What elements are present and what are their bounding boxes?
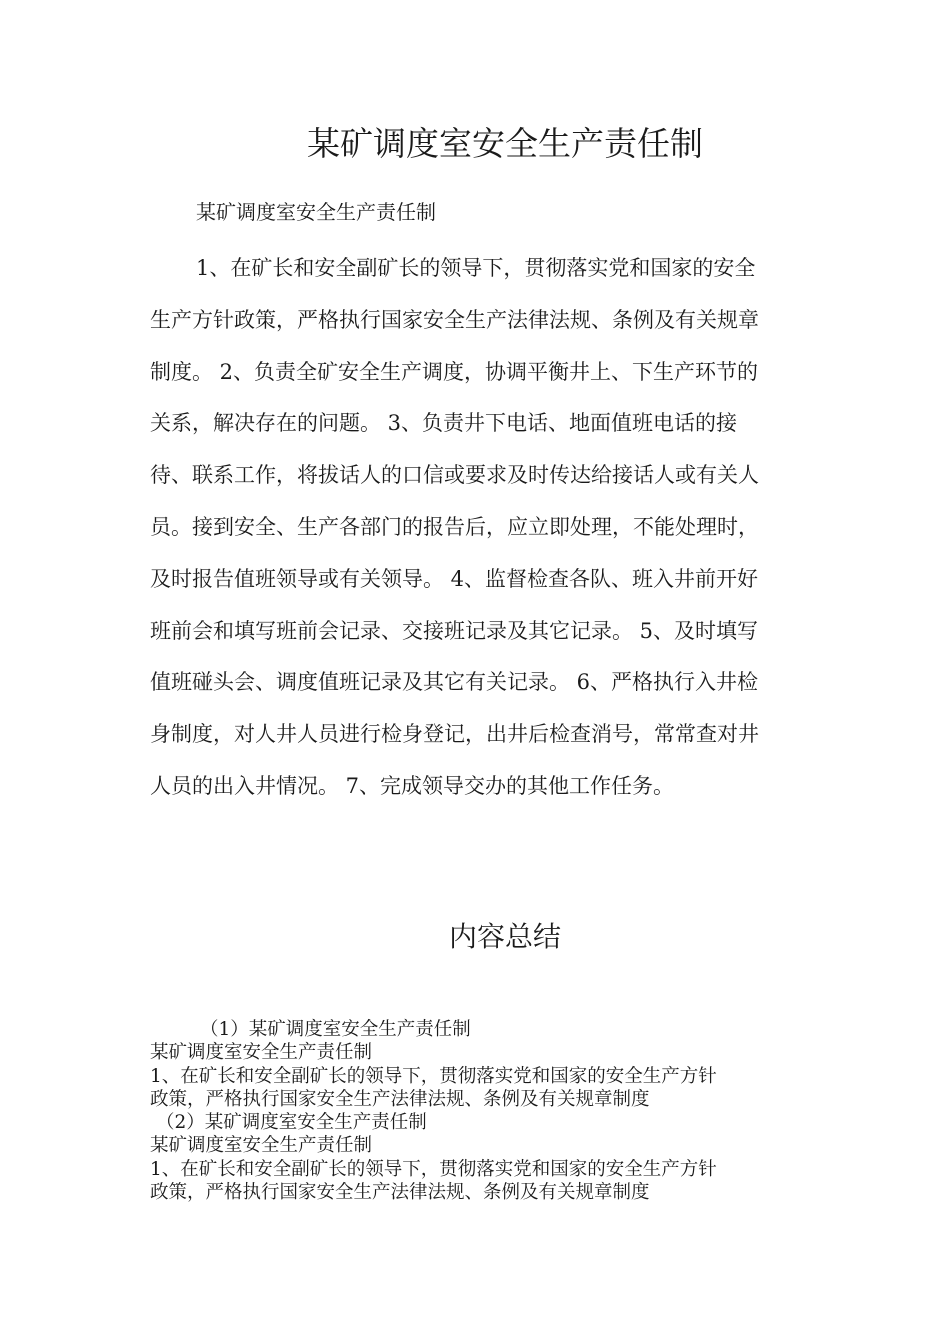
summary-line: 1、在矿长和安全副矿长的领导下，贯彻落实党和国家的安全生产方针 <box>150 1065 717 1087</box>
summary-section <box>150 1018 810 1204</box>
body-line: 值班碰头会、调度值班记录及其它有关记录。 6、严格执行入井检 <box>150 670 759 695</box>
body-line: 班前会和填写班前会记录、交接班记录及其它记录。 5、及时填写 <box>150 618 759 643</box>
summary-line: 政策，严格执行国家安全生产法律法规、条例及有关规章制度 <box>150 1182 650 1204</box>
summary-line: （1）某矿调度室安全生产责任制 <box>200 1019 471 1040</box>
body-line: 1、在矿长和安全副矿长的领导下，贯彻落实党和国家的安全 <box>196 256 756 280</box>
summary-title: 内容总结 <box>448 920 561 953</box>
body-line: 身制度，对人井人员进行检身登记，出井后检查消号，常常查对井 <box>150 722 759 747</box>
summary-line: 政策，严格执行国家安全生产法律法规、条例及有关规章制度 <box>150 1088 650 1110</box>
body-line: 制度。 2、负责全矿安全生产调度，协调平衡井上、下生产环节的 <box>150 359 759 384</box>
document-title: 某矿调度室安全生产责任制 <box>307 124 703 163</box>
body-line: 关系，解决存在的问题。 3、负责井下电话、地面值班电话的接 <box>150 411 738 436</box>
body-line: 及时报告值班领导或有关领导。 4、监督检查各队、班入井前开好 <box>150 566 759 591</box>
summary-line: 某矿调度室安全生产责任制 <box>150 1135 373 1157</box>
summary-line: （2）某矿调度室安全生产责任制 <box>156 1112 427 1134</box>
body-line: 员。接到安全、生产各部门的报告后，应立即处理，不能处理时， <box>150 514 759 539</box>
body-line: 待、联系工作，将拔话人的口信或要求及时传达给接话人或有关人 <box>150 463 759 488</box>
summary-line: 1、在矿长和安全副矿长的领导下，贯彻落实党和国家的安全生产方针 <box>150 1158 717 1180</box>
body-line: 人员的出入井情况。 7、完成领导交办的其他工作任务。 <box>150 773 675 798</box>
summary-line: 某矿调度室安全生产责任制 <box>150 1042 373 1064</box>
body-paragraph <box>150 248 810 818</box>
document-subtitle: 某矿调度室安全生产责任制 <box>196 200 436 224</box>
body-line: 生产方针政策，严格执行国家安全生产法律法规、条例及有关规章 <box>150 307 759 332</box>
